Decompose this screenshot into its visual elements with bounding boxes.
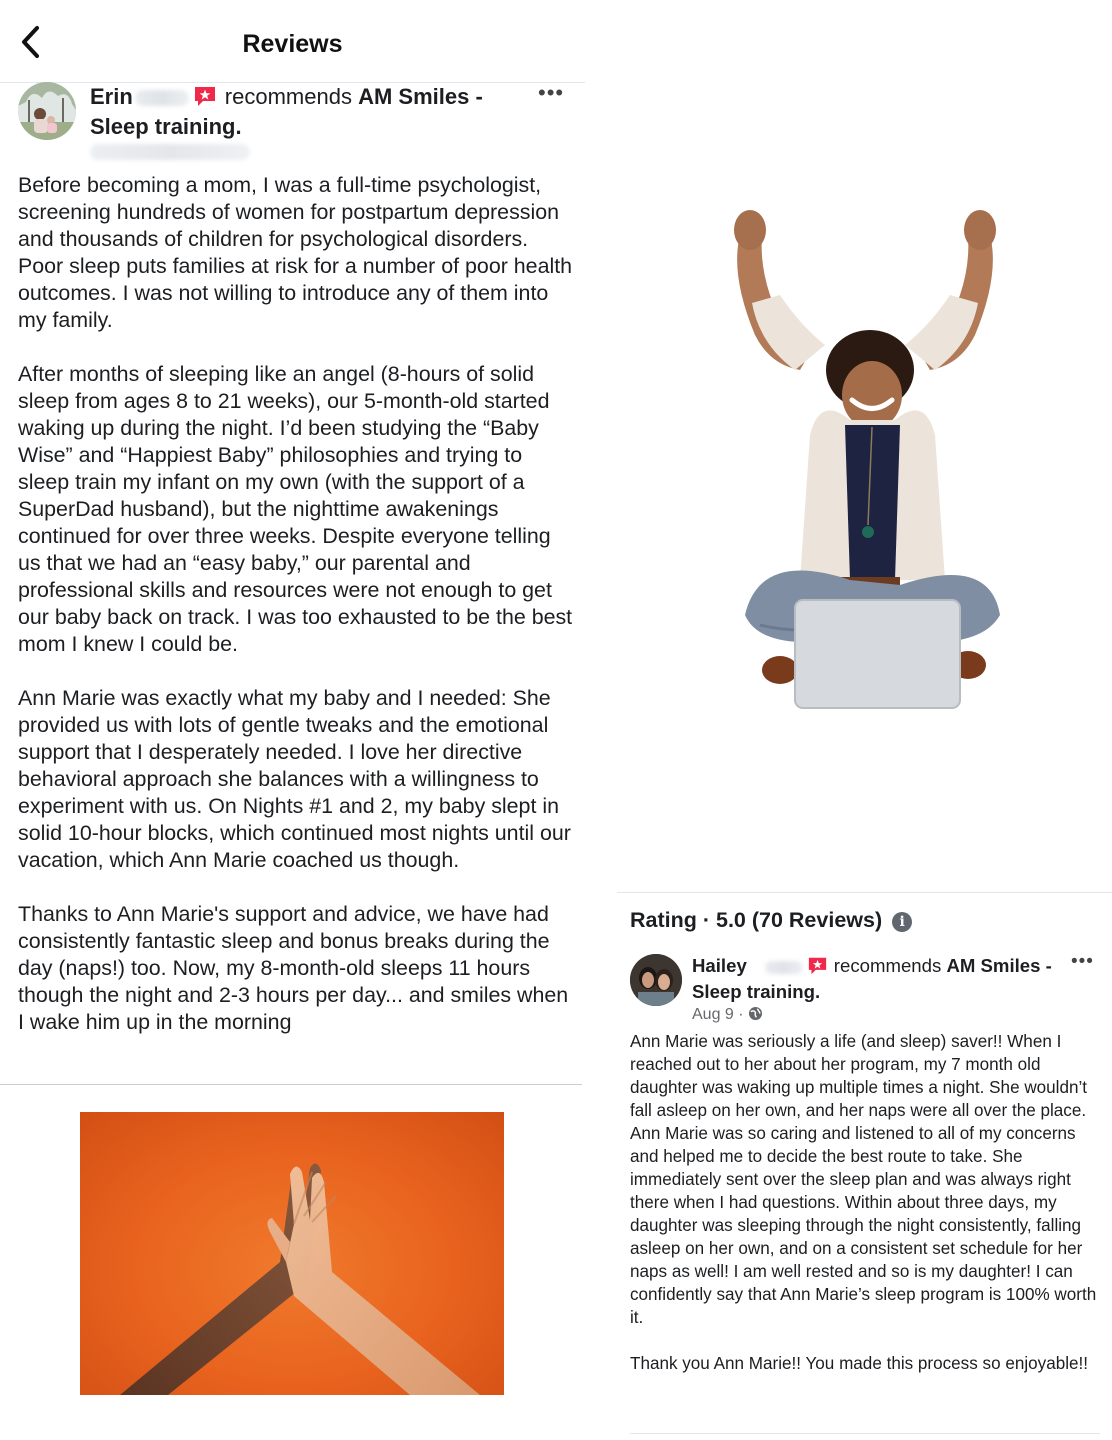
celebrating-woman-photo (700, 195, 1030, 715)
review-text (630, 1030, 1105, 1398)
review-paragraph: Before becoming a mom, I was a full-time psychologist, screening hundreds of women for postpartum depression and thousands of children for psychological disorders. Poor sleep puts families at risk for a number of poor health outcomes. I was not willing to introduce any of them into my family. (18, 173, 573, 332)
reviewer-header (90, 82, 540, 142)
header-bar (0, 0, 585, 83)
redacted-surname (765, 961, 803, 974)
recommends-text: recommends (833, 955, 942, 976)
recommend-badge-icon (193, 85, 217, 107)
review-paragraph: Thanks to Ann Marie's support and advice, we have had consistently fantastic sleep and bonus breaks during the day (naps!) too. Now, my 8-month-old sleeps 11 hours though the night and 2-3 hours per day... and smiles when I wake him up in the morning (18, 902, 569, 1034)
page-name-link[interactable]: AM Smiles - Sleep training. (90, 84, 483, 139)
more-options-icon[interactable]: ••• (1071, 951, 1094, 972)
more-options-icon[interactable]: ••• (538, 80, 565, 105)
review-paragraph: Ann Marie was seriously a life (and sleep) saver!! When I reached out to her about her program, my 7 month old daughter was waking up multiple times a night. She wouldn’t fall asleep on her own, and her naps were all over the place. Ann Marie was so caring and listened to all of my concerns and helped me to decide the best route to take. She immediately sent over the sleep plan and was always right there when I had questions. Within about three days, my daughter was sleeping through the night consistently, falling asleep on her own, and on a consistent set schedule for her naps as well! I am well rested and so is my daughter! I can confidently say that Ann Marie’s sleep program is 100% worth it. (630, 1032, 1097, 1327)
recommends-text: recommends (224, 84, 352, 109)
page-title: Reviews (242, 30, 343, 58)
review-date (692, 1006, 763, 1026)
divider (617, 892, 1112, 893)
review-text (18, 172, 578, 1063)
high-five-photo (80, 1112, 504, 1395)
review-paragraph: Thank you Ann Marie!! You made this process so enjoyable!! (630, 1354, 1089, 1373)
rating-text: Rating · 5.0 (70 Reviews) (630, 908, 883, 932)
globe-icon (748, 1006, 763, 1026)
review-paragraph: After months of sleeping like an angel (8-hours of solid sleep from ages 8 to 21 weeks), our 5-month-old started waking up during the night. I’d been studying the “Baby Wise” and “Happiest Baby” philosophies and trying to sleep train my infant on my own (with the support of a SuperDad husband), but the nighttime awakenings continued for over three weeks. Despite everyone telling us that we had an “easy baby,” our parental and professional skills and resources were not enough to get our baby back on track. I was too exhausted to be the best mom I knew I could be. (18, 362, 573, 656)
reviewer-name[interactable]: Hailey (692, 955, 747, 976)
divider (630, 1433, 1100, 1434)
reviewer-name[interactable]: Erin (90, 84, 133, 109)
reviewer-header (692, 953, 1102, 1005)
review-date-text: Aug 9 · (692, 1006, 744, 1023)
info-icon[interactable]: i (892, 912, 912, 932)
redacted-date (90, 144, 250, 160)
erin-review-panel (0, 0, 585, 1085)
review-paragraph: Ann Marie was exactly what my baby and I needed: She provided us with lots of gentle tweaks and the emotional support that I desperately needed. I love her directive behavioral approach she balances with a willingness to experiment with us. On Nights #1 and 2, my baby slept in solid 10-hour blocks, which continued most nights until our vacation, which Ann Marie coached us though. (18, 686, 571, 872)
divider (0, 1084, 582, 1085)
recommend-badge-icon (807, 956, 828, 975)
page-name-link[interactable]: AM Smiles - Sleep training. (692, 955, 1052, 1002)
avatar[interactable] (18, 82, 76, 140)
rating-summary (630, 908, 1100, 933)
redacted-surname (135, 90, 189, 106)
avatar[interactable] (630, 954, 682, 1006)
